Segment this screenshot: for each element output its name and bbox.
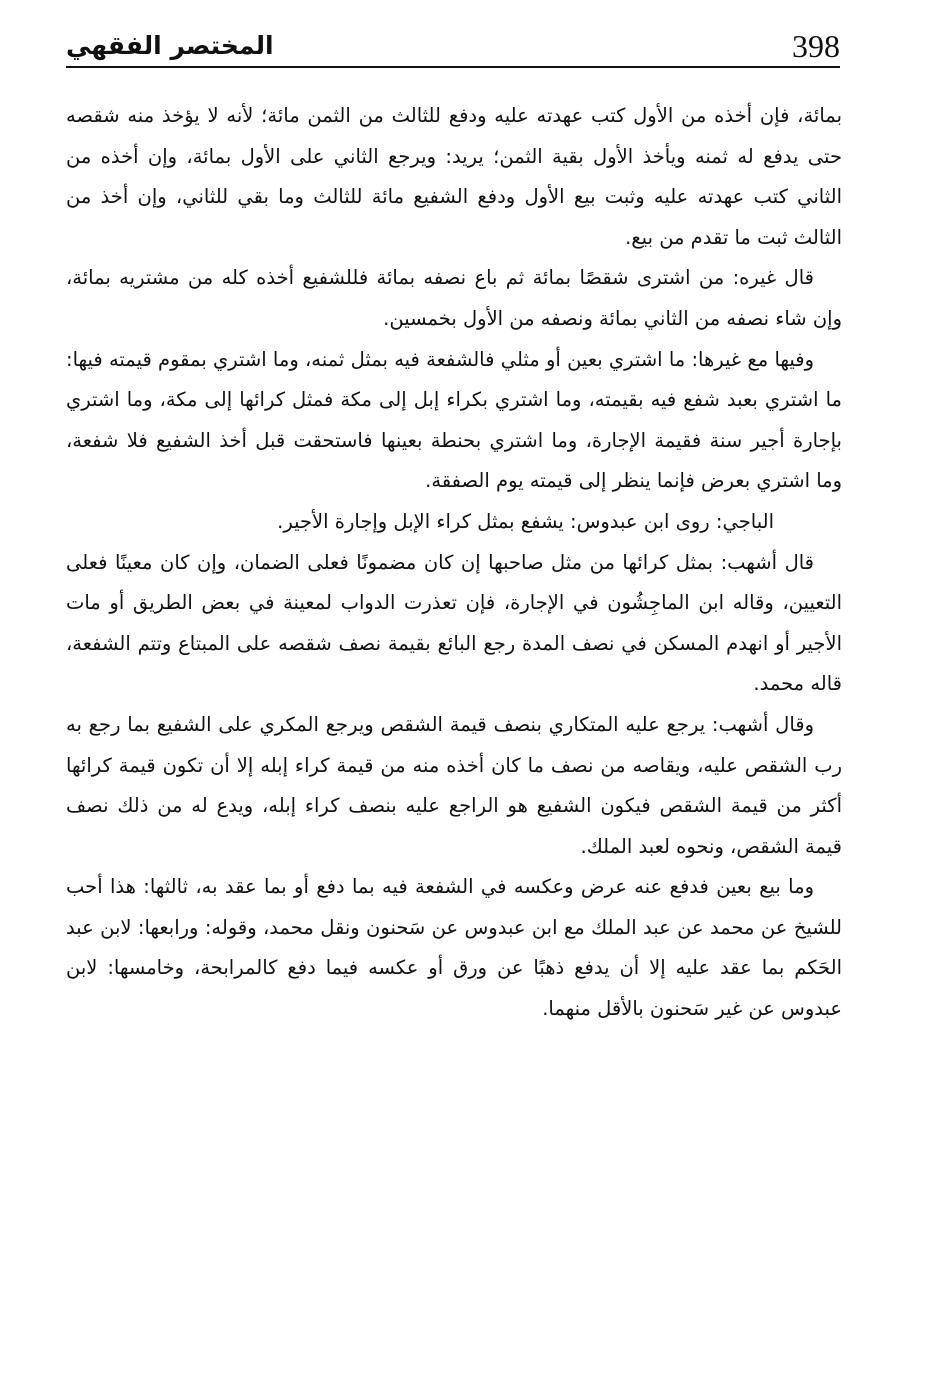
paragraph: قال أشهب: بمثل كرائها من مثل صاحبها إن كان مضمونًا فعلى الضمان، وإن كان معينًا فعلى التعيين، وقاله ابن الماجِشُون في الإجارة، فإن تعذرت الدواب لمعينة في بعض الطريق أو مات الأجير أو انهدم المسكن في نصف المدة رجع البائع بقيمة نصف شقصه على المبتاع وتتم الشفعة، قاله محمد.: [66, 550, 842, 696]
paragraph: الباجي: روى ابن عبدوس: يشفع بمثل كراء الإبل وإجارة الأجير.: [277, 509, 774, 533]
body-text: [66, 96, 842, 1030]
paragraph: وما بيع بعين فدفع عنه عرض وعكسه في الشفعة فيه بما دفع أو بما عقد به، ثالثها: هذا أحب للشيخ عن محمد عن عبد الملك مع ابن عبدوس عن سَحنون ونقل محمد، وقوله: ورابعها: لابن عبد الحَكم بما عقد عليه إلا أن يدفع ذهبًا عن ورق أو عكسه فيما دفع كالمرابحة، وخامسها: لابن عبدوس عن غير سَحنون بالأقل منهما.: [66, 875, 842, 1021]
paragraph: قال غيره: من اشترى شقصًا بمائة ثم باع نصفه بمائة فللشفيع أخذه كله من مشتريه بمائة، وإن شاء نصفه من الثاني بمائة ونصفه من الأول بخمسين.: [66, 266, 842, 330]
paragraph: وفيها مع غيرها: ما اشتري بعين أو مثلي فالشفعة فيه بمثل ثمنه، وما اشتري بمقوم قيمته فيها: ما اشتري بعبد شفع فيه بقيمته، وما اشتري بكراء إبل إلى مكة فمثل كرائها إلى مكة، وما اشتري بإجارة أجير سنة فقيمة الإجارة، وما اشتري بحنطة بعينها فاستحقت قبل أخذ الشفيع فلا شفعة، وما اشتري بعرض فإنما ينظر إلى قيمته يوم الصفقة.: [66, 347, 842, 493]
header-divider: [66, 66, 840, 68]
paragraph: وقال أشهب: يرجع عليه المتكاري بنصف قيمة الشقص ويرجع المكري على الشفيع بما رجع به رب الشقص عليه، ويقاصه من نصف ما كان أخذه منه من قيمة كراء إبله إلا أن تكون قيمة كرائها أكثر من قيمة الشقص فيكون الشفيع هو الراجع عليه بنصف كراء إبله، ويدع له من ذلك نصف قيمة الشقص، ونحوه لعبد الملك.: [66, 712, 842, 858]
page-header: [66, 20, 840, 72]
page-number: 398: [792, 28, 840, 64]
running-title: المختصر الفقهي: [66, 31, 274, 60]
paragraph: بمائة، فإن أخذه من الأول كتب عهدته عليه ودفع للثالث من الثمن مائة؛ لأنه لا يؤخذ منه شقصه حتى يدفع له ثمنه ويأخذ الأول بقية الثمن؛ يريد: ويرجع الثاني على الأول بمائة، وإن أخذه من الثاني كتب عهدته عليه وثبت بيع الأول ودفع الشفيع مائة للثالث وما بقي للثاني، وإن أخذ من الثالث ثبت ما تقدم من بيع.: [66, 104, 842, 249]
